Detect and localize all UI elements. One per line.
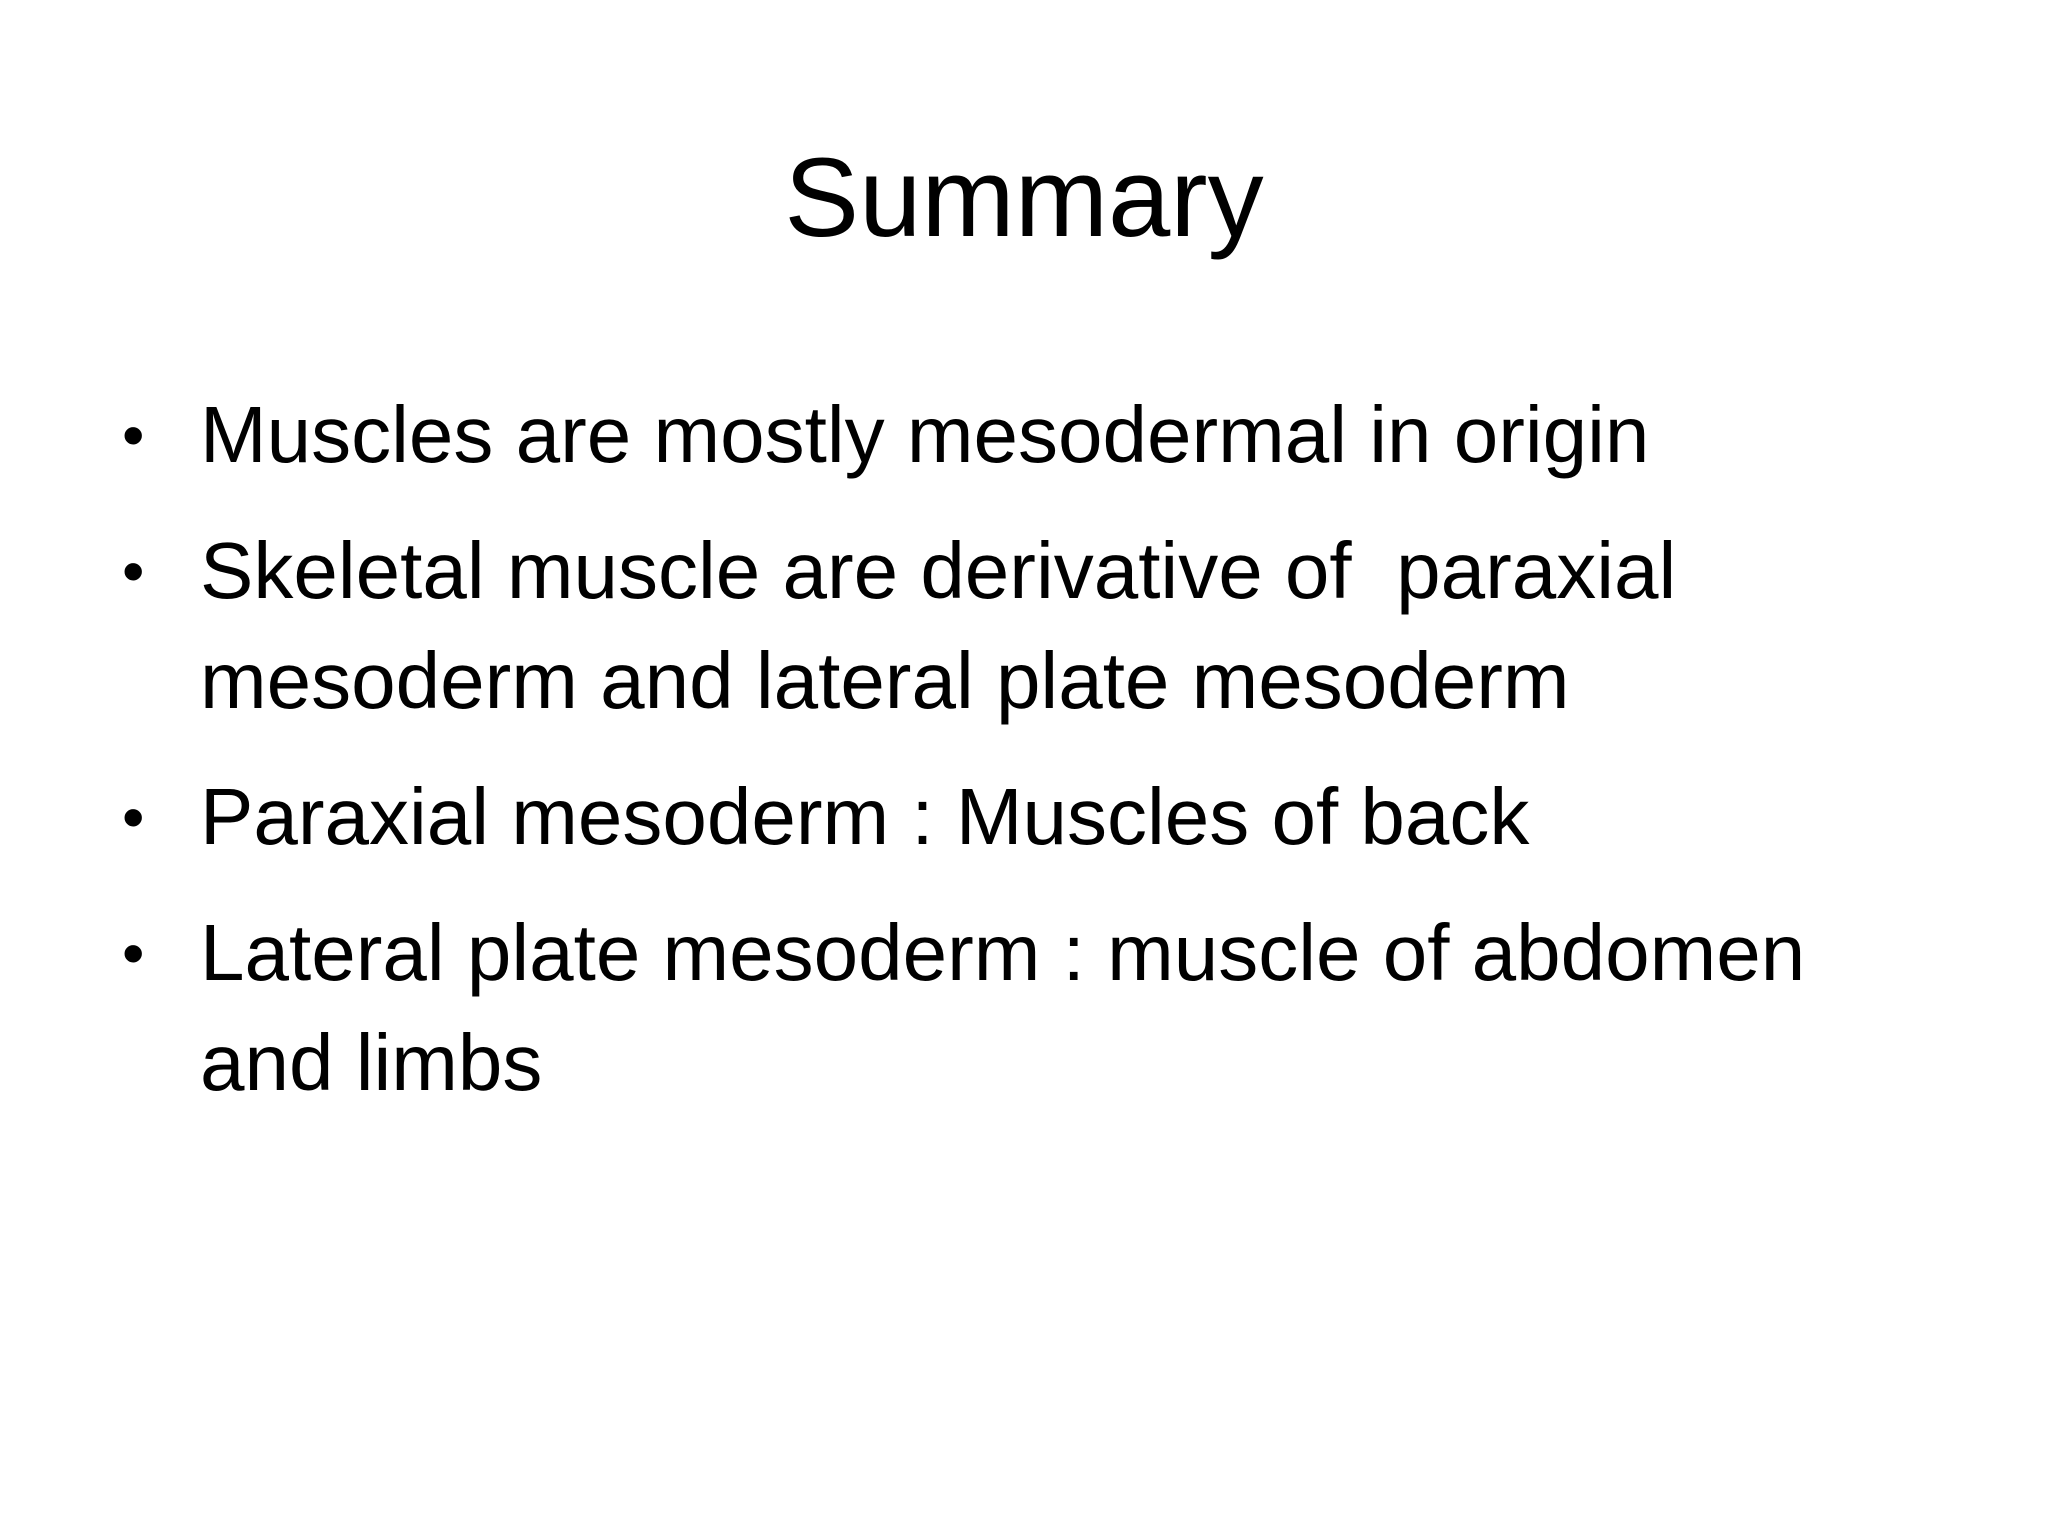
bullet-icon: • bbox=[122, 781, 145, 853]
bullet-text: Skeletal muscle are derivative of paraxial mesoderm and lateral plate mesoderm bbox=[200, 526, 1699, 725]
bullet-item bbox=[120, 380, 1930, 490]
bullet-icon: • bbox=[122, 917, 145, 989]
bullet-text: Muscles are mostly mesodermal in origin bbox=[200, 390, 1650, 479]
bullet-item bbox=[120, 898, 1930, 1118]
bullet-icon: • bbox=[122, 399, 145, 471]
bullet-item bbox=[120, 516, 1930, 736]
bullet-item bbox=[120, 762, 1930, 872]
bullet-list bbox=[120, 380, 1930, 1144]
bullet-text: Lateral plate mesoderm : muscle of abdomen and limbs bbox=[200, 908, 1806, 1107]
bullet-icon: • bbox=[122, 535, 145, 607]
bullet-text: Paraxial mesoderm : Muscles of back bbox=[200, 772, 1530, 861]
slide-title: Summary bbox=[784, 135, 1264, 260]
